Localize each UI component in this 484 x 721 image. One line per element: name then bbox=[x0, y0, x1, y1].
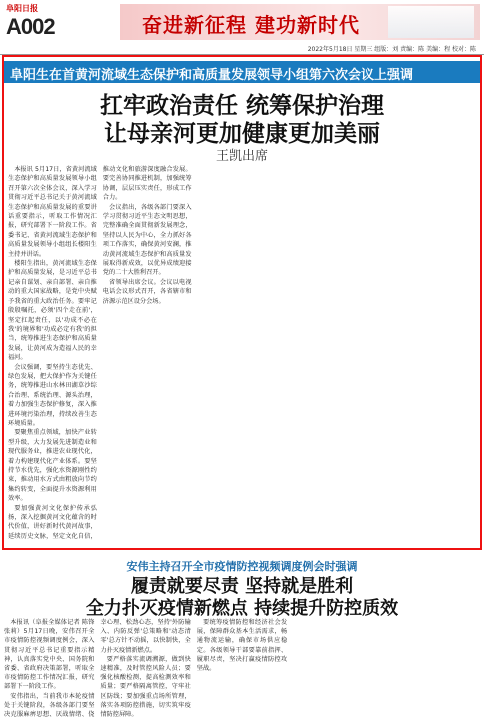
main-body bbox=[8, 165, 476, 543]
slogan-banner bbox=[120, 4, 480, 40]
main-article bbox=[2, 55, 482, 550]
paper-name: 阜阳日报 bbox=[6, 3, 38, 13]
main-paragraph: 要加强黄河文化保护传承弘扬，深入挖掘黄河文化蕴含的时代价值，讲好新时代黄河故事，延续历史文脉，坚定文化自信，推动文化和旅游深度融合发展。要完善协同推进机制，加强统筹协调，层层压实责任，形成工作合力。 bbox=[8, 166, 192, 540]
second-article bbox=[0, 556, 484, 721]
main-paragraph: 楼阳生指出，黄河流域生态保护和高质量发展，是习近平总书记亲自谋划、亲自部署、亲自推动的重大国家战略，是党中央赋予我省的重大政治任务。要牢记殷殷嘱托，必须'四个走在前'，坚定扛起责任，以'功成不必在我'的境界和'功成必定有我'的担当，统筹推进生态保护和高质量发展，让黄河成为造福人民的幸福河。 bbox=[8, 260, 97, 362]
main-body-columns bbox=[8, 165, 476, 543]
main-kicker: 阜阳生在首黄河流域生态保护和高质量发展领导小组第六次会议上强调 bbox=[10, 68, 414, 83]
main-headline-line1: 扛牢政治责任 统筹保护治理 bbox=[99, 92, 384, 119]
second-paragraph: 要严格落实流调溯源，做到快速精准，及时管控风险人员；要强化核酸检测，提高检测效率和质量；要严格隔离管控，守牢社区防线；要加强重点场所管理，落实各项防控措施，切实筑牢疫情防控屏障。 bbox=[100, 655, 191, 719]
main-paragraph: 会议强调，要坚持生态优先、绿色发展，把大保护作为关键任务，统筹推进山水林田湖草沙综合治理、系统治理、源头治理，着力加强生态保护修复，深入推进环境污染治理，持续改善生态环境质量。 bbox=[8, 363, 97, 427]
main-paragraph: 会议指出，各级各部门要深入学习贯彻习近平生态文明思想，完整准确全面贯彻新发展理念，坚持以人民为中心，全力抓好各项工作落实，确保黄河安澜，推动黄河流域生态保护和高质量发展取得新成效，以优异成绩迎接党的二十大胜利召开。 bbox=[102, 203, 192, 277]
second-body-columns bbox=[4, 618, 480, 720]
second-headline-line1: 履责就要尽责 坚持就是胜利 bbox=[130, 576, 354, 597]
second-body bbox=[4, 618, 480, 720]
main-byline: 王凯出席 bbox=[215, 149, 268, 164]
dateline bbox=[0, 42, 484, 55]
main-kicker-bar bbox=[4, 61, 480, 83]
main-paragraph: 本报讯 5月17日，省黄河流域生态保护和高质量发展领导小组召开第六次全体会议，深入学习贯彻习近平总书记关于黄河流域生态保护和高质量发展的重要讲话重要指示，听取工作情况汇报，研究部署下一阶段工作。省委书记、省黄河流域生态保护和高质量发展领导小组组长楼阳生主持并讲话。 bbox=[8, 166, 97, 258]
second-paragraph: 安伟指出，当前我市本轮疫情处于关键阶段，各级各部门要坚决克服麻痹思想、厌战情绪、侥幸心理、松劲心态，坚持'外防输入、内防反弹'总策略和'动态清零'总方针不动摇，以快制快，全力扑灭疫情新燃点。 bbox=[4, 619, 191, 719]
dateline-text: 2022年5月18日 星期三 组版：刘 责编：陈 美编：程 校对：陈 bbox=[307, 46, 476, 53]
main-headline-line2: 让母亲河更加健康更加美丽 bbox=[104, 120, 380, 147]
main-paragraph: 省领导出席会议。会议以电视电话会议形式召开，各省辖市和济源示范区设分会场。 bbox=[102, 278, 192, 305]
second-headline-line2: 全力扑灭疫情新燃点 持续提升防控质效 bbox=[85, 598, 399, 619]
main-paragraph: 要聚焦重点领域，加快产业转型升级，大力发展先进制造业和现代服务业，推进农业现代化，着力构建现代化产业体系。要坚持节水优先，强化水资源刚性约束，推动用水方式由粗放向节约集约转变，全面提升水资源利用效率。 bbox=[8, 429, 97, 503]
slogan-text: 奋进新征程 建功新时代 bbox=[142, 13, 360, 37]
second-kicker: 安伟主持召开全市疫情防控视频调度例会时强调 bbox=[126, 560, 358, 573]
second-paragraph: 本报讯（阜报全媒体记者 陈锋 张莉）5月17日晚，安伟召开全市疫情防控视频调度例会，深入贯彻习近平总书记重要指示精神，认真落实党中央、国务院和省委、省政府决策部署，听取全市疫情防控工作情况汇报，研究部署下一阶段工作。 bbox=[4, 619, 95, 691]
edition-number: A002 bbox=[6, 14, 55, 39]
city-skyline-image bbox=[388, 6, 474, 38]
second-paragraph: 要统筹疫情防控和经济社会发展，保障群众基本生活需求，畅通物流运输，确保市场供应稳定。各级领导干部要靠前指挥、履职尽责，坚决打赢疫情防控攻坚战。 bbox=[196, 619, 288, 673]
masthead bbox=[0, 0, 484, 42]
